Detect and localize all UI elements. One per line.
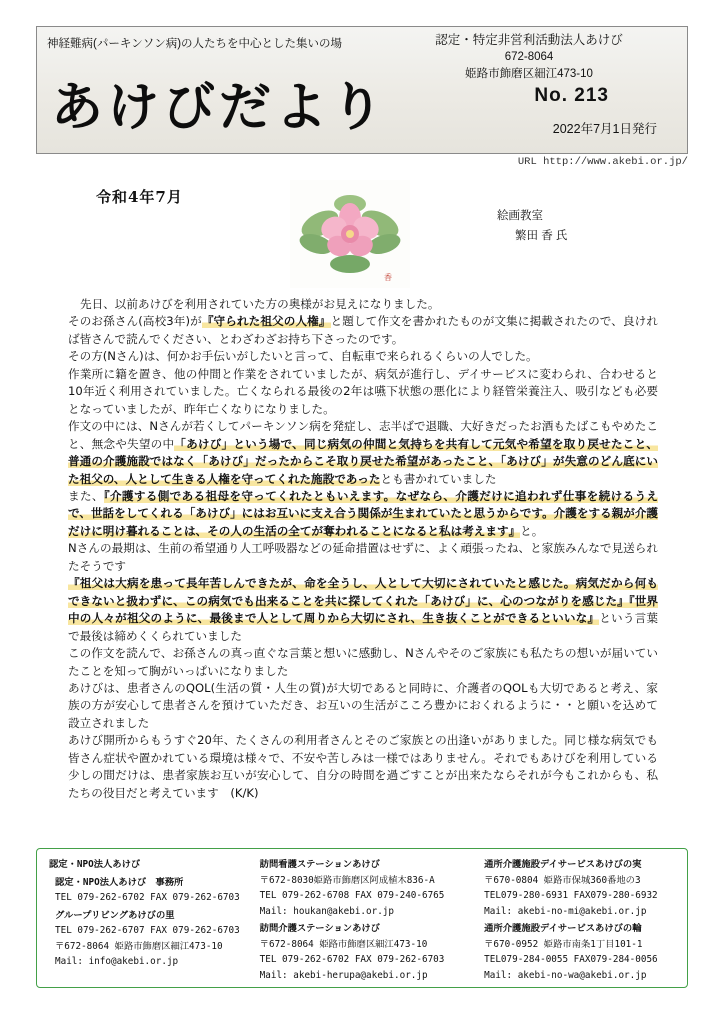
footer-contact-box bbox=[36, 848, 688, 988]
website-url[interactable]: URL http://www.akebi.or.jp/ bbox=[517, 156, 688, 168]
footer-phone: TEL079-284-0055 FAX079-284-0056 bbox=[484, 954, 658, 965]
footer-address: 〒672-8030姫路市飾磨区阿成植木836-A bbox=[259, 874, 435, 886]
footer-org-name: 認定・NPO法人あけび bbox=[49, 859, 141, 870]
publisher-address: 姫路市飾磨区細江473-10 bbox=[465, 68, 593, 80]
artist-stamp: 香 bbox=[384, 273, 392, 282]
page-title: あけびだより bbox=[51, 77, 388, 138]
footer-office-name: 認定・NPO法人あけび 事務所 bbox=[55, 876, 184, 888]
article-paragraph: そのお孫さん(高校3年)が『守られた祖父の人権』と題して作文を書かれたものが文集に掲載されたので、良ければ皆さんで読んでください、とわざわざお持ち下さったのです。 bbox=[68, 314, 658, 346]
artwork-credit bbox=[497, 206, 567, 246]
footer-email[interactable]: Mail: akebi-no-mi@akebi.or.jp bbox=[484, 905, 647, 917]
footer-address: 〒672-8064 姫路市飾磨区細江473-10 bbox=[55, 940, 223, 952]
article-paragraph: 作文の中には、Nさんが若くしてパーキンソン病を発症し、志半ばで退職、大好きだったお酒もたばこもやめたこと、無念や失望の中「あけび」という場で、同じ病気の仲間と気持ちを共有して元気や希望を取り戻せたこと、普通の介護施設ではなく「あけび」だったからこそ取り戻せた希望があったこと、「あけび」が失意のどん底にいた祖父の、人として生きる人権を守ってくれた施設であったとも書かれていました bbox=[68, 419, 658, 486]
artwork-illustration bbox=[290, 180, 410, 288]
article-paragraph: 先日、以前あけびを利用されていた方の奥様がお見えになりました。 bbox=[80, 297, 440, 311]
footer-phone: TEL 079-262-6702 FAX 079-262-6703 bbox=[259, 954, 445, 965]
footer-column-3 bbox=[484, 857, 681, 981]
footer-column-1 bbox=[45, 857, 260, 981]
footer-office-name: 通所介護施設デイサービスあけびの実 bbox=[484, 859, 642, 870]
footer-address: 〒670-0952 姫路市南条1丁目101-1 bbox=[484, 938, 643, 950]
article-paragraph: この作文を読んで、お孫さんの真っ直ぐな言葉と想いに感動し、Nさんやそのご家族にも私たちの想いが届いていたことを知って胸がいっぱいになりました bbox=[68, 646, 658, 678]
masthead-subtitle: 神経難病(パーキンソン病)の人たちを中心とした集いの場 bbox=[47, 38, 343, 50]
footer-phone: TEL079-280-6931 FAX079-280-6932 bbox=[484, 890, 658, 901]
footer-phone: TEL 079-262-6708 FAX 079-240-6765 bbox=[259, 890, 445, 901]
footer-column-2 bbox=[260, 857, 484, 981]
footer-block bbox=[260, 857, 484, 919]
footer-block bbox=[260, 921, 484, 983]
artist-name: 繁田 香 氏 bbox=[515, 230, 568, 242]
article-body bbox=[68, 296, 658, 802]
footer-block bbox=[484, 857, 681, 919]
publisher-postal: 672-8064 bbox=[504, 51, 554, 63]
masthead bbox=[36, 26, 688, 154]
footer-office-name: 訪問介護ステーションあけび bbox=[259, 923, 380, 934]
issue-month: 令和4年7月 bbox=[96, 188, 183, 206]
footer-email[interactable]: Mail: akebi-no-wa@akebi.or.jp bbox=[484, 969, 647, 981]
footer-office-name: 通所介護施設デイサービスあけびの輪 bbox=[484, 923, 642, 934]
footer-block bbox=[484, 921, 681, 983]
footer-block bbox=[49, 857, 260, 873]
footer-office-name: 訪問看護ステーションあけび bbox=[259, 859, 380, 870]
article-paragraph: Nさんの最期は、生前の希望通り人工呼吸器などの延命措置はせずに、よく頑張ったね、と家族みんなで見送られたそうです bbox=[68, 541, 658, 573]
footer-block bbox=[49, 875, 260, 906]
footer-email[interactable]: Mail: akebi-herupa@akebi.or.jp bbox=[259, 969, 428, 981]
footer-address: 〒672-8064 姫路市飾磨区細江473-10 bbox=[259, 938, 428, 950]
footer-phone: TEL 079-262-6707 FAX 079-262-6703 bbox=[55, 925, 240, 936]
article-paragraph: また、『介護する側である祖母を守ってくれたともいえます。なぜなら、介護だけに追われず仕事を続けるうえで、世話をしてくれる「あけび」にはお互いに支え合う関係が生まれていたと思うからです。介護をする親が介護だけに明け暮れることは、その人の生活の全てが奪われることになると私は考えます』と。 bbox=[68, 488, 659, 538]
article-paragraph: 作業所に籍を置き、他の仲間と作業をされていましたが、病気が進行し、デイサービスに変わられ、合わせると10年近く利用されていました。亡くなられる最後の2年は嚥下状態の悪化により経管栄養注入、吸引なども必要となっていましたが、昨年亡くなりになりました。 bbox=[68, 366, 658, 416]
footer-office-name: グループリビングあけびの里 bbox=[55, 909, 175, 921]
footer-email[interactable]: Mail: info@akebi.or.jp bbox=[55, 956, 179, 967]
article-paragraph: あけびは、患者さんのQOL(生活の質・人生の質)が大切であると同時に、介護者のQOLも大切であると考え、家族の方が安心して患者さんを預けていただき、お互いの生活がこころ豊かにおくれるように・・と願いを込めて設立されました bbox=[68, 680, 658, 730]
issue-number: No. 213 bbox=[534, 85, 609, 106]
article-paragraph: その方(Nさん)は、何かお手伝いがしたいと言って、自転車で来られるくらいの人でした。 bbox=[68, 349, 538, 364]
footer-phone: TEL 079-262-6702 FAX 079-262-6703 bbox=[55, 892, 240, 903]
publisher-name: 認定・特定非営利活動法人あけび bbox=[435, 33, 623, 47]
footer-email[interactable]: Mail: houkan@akebi.or.jp bbox=[259, 905, 395, 917]
footer-address: 〒670-0804 姫路市保城360番地の3 bbox=[484, 874, 641, 886]
article-paragraph: あけび開所からもうすぐ20年、たくさんの利用者さんとそのご家族との出逢いがありました。同じ様な病気でも皆さん症状や置かれている環境は様々で、不安や苦しみは一様ではありません。それでもあけびを利用している少しの間だけは、患者家族お互いが安心して、自分の時間を過ごすことが出来たならそれが今もこれからも、私たちの役目だと考えています (K/K) bbox=[68, 733, 658, 800]
article-paragraph: 『祖父は大病を患って長年苦しんできたが、命を全うし、人として大切にされていたと感じた。病気だから何もできないと扱わずに、この病気でも出来ることを共に探してくれた「あけび」に、心のつながりを感じた』『世界中の人々が祖父のように、最後まで人として周りから大切にされ、生き抜くことができるといいな』という言葉で最後は締めくくられていました bbox=[68, 576, 658, 643]
masthead-publisher-info bbox=[379, 32, 679, 83]
art-class-label: 絵画教室 bbox=[497, 210, 543, 222]
issue-date: 2022年7月1日発行 bbox=[552, 122, 657, 136]
footer-block bbox=[49, 908, 260, 970]
